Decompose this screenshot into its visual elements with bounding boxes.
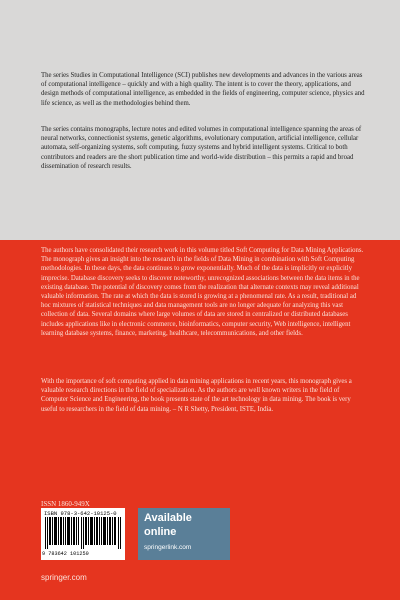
series-description-paragraph-1: The series Studies in Computational Intelligence (SCI) publishes new developments and advances in the various areas of computational intelligence – quickly and with a high quality. The intent is to cover the theory, applications, and design methods of computational intelligence, as embedded in the fields of engineering, computer science, physics and life science, as well as the methodologies behind them.: [41, 72, 365, 107]
book-description-paragraph-1: The authors have consolidated their research work in this volume titled Soft Computing for Data Mining Applications. The monograph gives an insight into the research in the fields of Data Mining in combination with Soft Computing methodologies. In these days, the data continues to grow exponentially. Much of the data is implicitly or explicitly imprecise. Database discovery seeks to discover noteworthy, unrecognized associations between the data items in the existing database. The potential of discovery comes from the realization that alternate contexts may reveal additional valuable information. The rate at which the data is stored is growing at a phenomenal rate. As a result, traditional ad hoc mixtures of statistical techniques and data management tools are no longer adequate for analyzing this vast collection of data. Several domains where large volumes of data are stored in centralized or distributed databases includes applications like in electronic commerce, bioinformatics, computer security, Web intelligence, intelligent learning database systems, finance, marketing, healthcare, telecommunications, and other fields.: [41, 247, 364, 337]
isbn-barcode: [41, 508, 125, 560]
barcode-digits: 9 783642 101250: [42, 551, 89, 557]
barcode-bars-icon: [45, 517, 123, 549]
available-online-badge[interactable]: [138, 508, 230, 560]
isbn-text: ISBN 978-3-642-10125-0: [44, 510, 117, 517]
series-description-paragraph-2: The series contains monographs, lecture notes and edited volumes in computational intelligence spanning the areas of neural networks, connectionist systems, genetic algorithms, evolutionary computation, artificial intelligence, cellular automata, self-organizing systems, soft computing, fuzzy systems and hybrid intelligent systems. Critical to both contributors and readers are the short publication time and world-wide distribution – this permits a rapid and broad dissemination of research results.: [41, 126, 362, 170]
online-label: online: [144, 526, 177, 538]
book-description-paragraph-2: With the importance of soft computing applied in data mining applications in recent years, this monograph gives a valuable research directions in the field of specialization. As the authors are well known writers in the field of Computer Science and Engineering, the book presents state of the art technology in data mining. The book is very useful to researchers in the field of data mining. – N R Shetty, President, ISTE, India.: [41, 378, 352, 413]
issn-label: ISSN 1860-949X: [41, 500, 90, 508]
publisher-url: springer.com: [41, 573, 87, 582]
available-label: Available: [144, 512, 192, 524]
springerlink-url: springerlink.com: [144, 544, 192, 551]
series-description-panel: [0, 0, 400, 240]
